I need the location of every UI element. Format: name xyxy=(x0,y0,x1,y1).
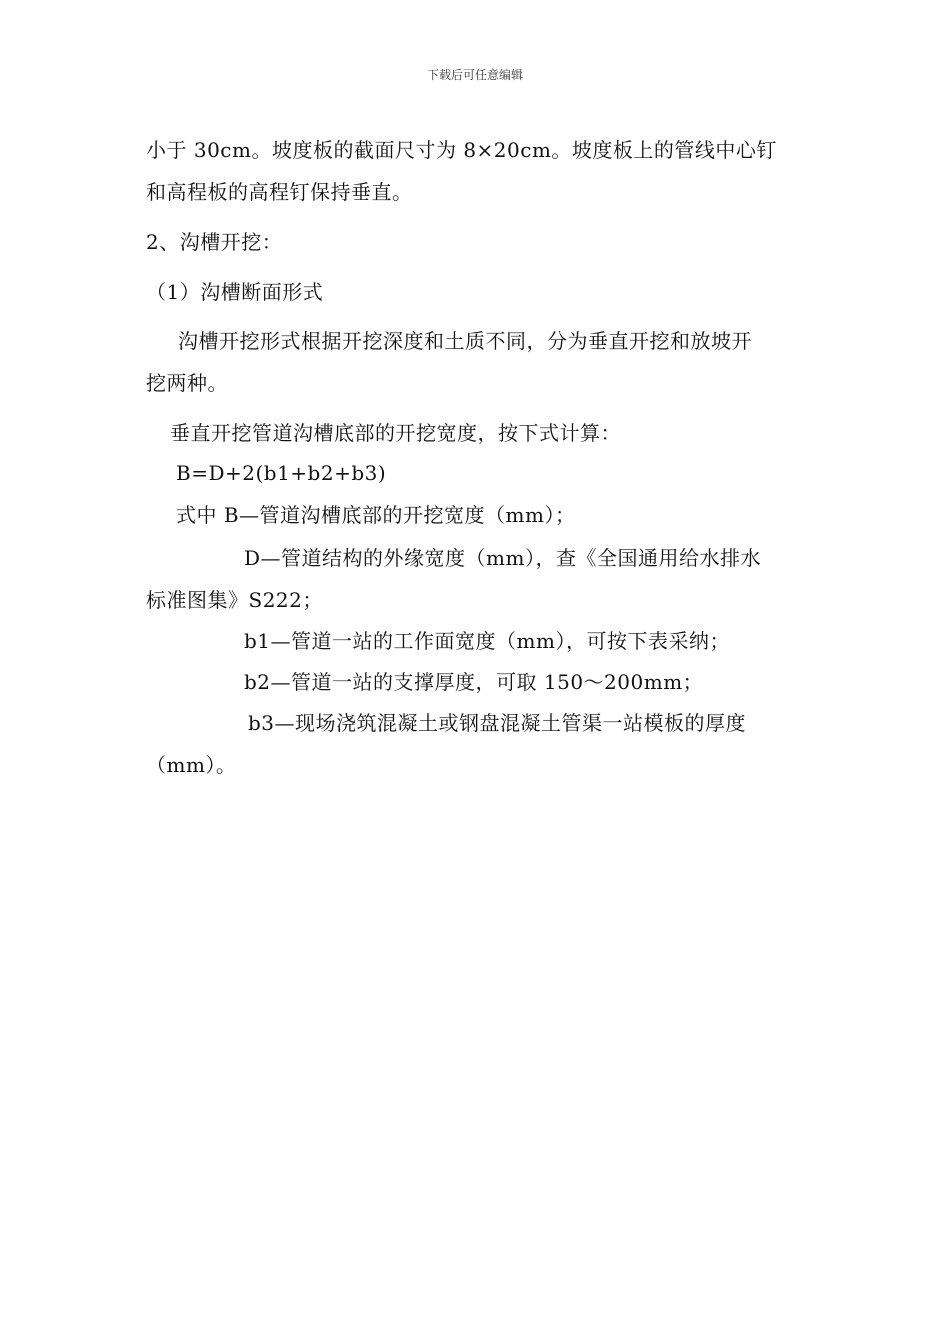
definition-b: 式中 B—管道沟槽底部的开挖宽度（mm）； xyxy=(176,503,576,527)
page-header: 下载后可任意编辑 xyxy=(426,68,523,82)
text-line-5: 沟槽开挖形式根据开挖深度和土质不同，分为垂直开挖和放坡开 xyxy=(178,329,752,353)
definition-b2: b2—管道一站的支撑厚度，可取 150～200mm； xyxy=(244,670,704,694)
text-line-2: 和高程板的高程钉保持垂直。 xyxy=(146,180,413,204)
subsection-heading: （1）沟槽断面形式 xyxy=(146,280,324,304)
text-line-6: 挖两种。 xyxy=(146,371,228,395)
definition-b1: b1—管道一站的工作面宽度（mm），可按下表采纳； xyxy=(244,629,730,653)
definition-d: D—管道结构的外缘宽度（mm），查《全国通用给水排水 xyxy=(244,546,761,570)
formula: B=D+2(b1+b2+b3) xyxy=(176,461,387,485)
definition-b3: b3—现场浇筑混凝土或钢盘混凝土管渠一站模板的厚度 xyxy=(248,711,747,735)
definition-d-cont: 标准图集》S222； xyxy=(146,588,323,612)
definition-b3-cont: （mm）。 xyxy=(146,753,237,777)
section-heading: 2、沟槽开挖： xyxy=(146,230,283,254)
text-line-7: 垂直开挖管道沟槽底部的开挖宽度，按下式计算： xyxy=(170,421,621,445)
text-line-1: 小于 30cm。坡度板的截面尺寸为 8×20cm。坡度板上的管线中心钉 xyxy=(146,138,777,162)
